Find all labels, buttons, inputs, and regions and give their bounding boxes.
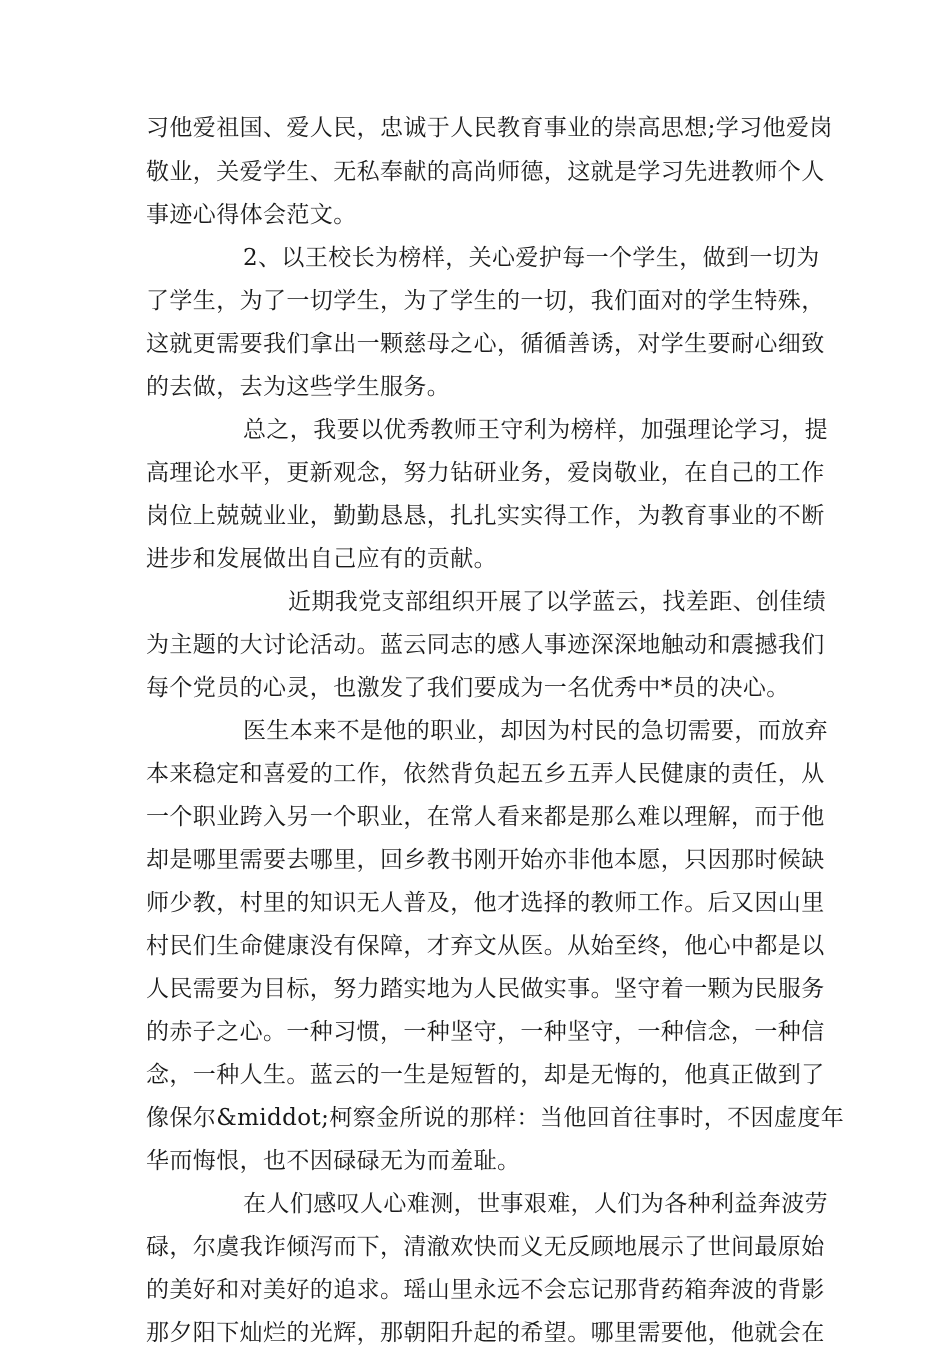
text-line: 本来稳定和喜爱的工作，依然背负起五乡五弄人民健康的责任，从 (146, 761, 825, 787)
text-line: 医生本来不是他的职业，却因为村民的急切需要，而放弃 (243, 718, 828, 744)
text-line: 事迹心得体会范文。 (146, 202, 357, 228)
text-line: 那夕阳下灿烂的光辉，那朝阳升起的希望。哪里需要他，他就会在 (146, 1320, 825, 1346)
text-line: 为主题的大讨论活动。蓝云同志的感人事迹深深地触动和震撼我们 (146, 632, 825, 658)
text-line: 村民们生命健康没有保障，才弃文从医。从始至终，他心中都是以 (146, 933, 825, 959)
text-line: 近期我党支部组织开展了以学蓝云，找差距、创佳绩 (288, 589, 827, 615)
text-line: 每个党员的心灵，也激发了我们要成为一名优秀中*员的决心。 (146, 675, 790, 701)
text-line: 念，一种人生。蓝云的一生是短暂的，却是无悔的，他真正做到了 (146, 1062, 825, 1088)
text-line: 了学生，为了一切学生，为了学生的一切，我们面对的学生特殊， (146, 288, 825, 314)
text-line: 人民需要为目标，努力踏实地为人民做实事。坚守着一颗为民服务 (146, 976, 825, 1002)
text-line: 的美好和对美好的追求。瑶山里永远不会忘记那背药箱奔波的背影 (146, 1277, 825, 1303)
text-line: 华而悔恨，也不因碌碌无为而羞耻。 (146, 1148, 521, 1174)
text-line: 这就更需要我们拿出一颗慈母之心，循循善诱，对学生要耐心细致 (146, 331, 825, 357)
text-line: 师少教，村里的知识无人普及，他才选择的教师工作。后又因山里 (146, 890, 825, 916)
text-line: 在人们感叹人心难测，世事艰难，人们为各种利益奔波劳 (243, 1191, 828, 1217)
text-line: 高理论水平，更新观念，努力钻研业务，爱岗敬业，在自己的工作 (146, 460, 825, 486)
text-line: 像保尔&middot;柯察金所说的那样：当他回首往事时，不因虚度年 (146, 1105, 845, 1131)
text-line: 敬业，关爱学生、无私奉献的高尚师德，这就是学习先进教师个人 (146, 159, 825, 185)
text-line: 碌，尔虞我诈倾泻而下，清澈欢快而义无反顾地展示了世间最原始 (146, 1234, 825, 1260)
text-line: 习他爱祖国、爱人民，忠诚于人民教育事业的崇高思想;学习他爱岗 (146, 115, 833, 141)
text-line: 一个职业跨入另一个职业，在常人看来都是那么难以理解，而于他 (146, 804, 825, 830)
text-line: 总之，我要以优秀教师王守利为榜样，加强理论学习，提 (243, 417, 828, 443)
text-line: 2、以王校长为榜样，关心爱护每一个学生，做到一切为 (243, 245, 820, 271)
text-line: 的赤子之心。一种习惯，一种坚守，一种坚守，一种信念，一种信 (146, 1019, 825, 1045)
text-line: 进步和发展做出自己应有的贡献。 (146, 546, 497, 572)
text-line: 却是哪里需要去哪里，回乡教书刚开始亦非他本愿，只因那时候缺 (146, 847, 825, 873)
text-line: 岗位上兢兢业业，勤勤恳恳，扎扎实实得工作，为教育事业的不断 (146, 503, 825, 529)
text-line: 的去做，去为这些学生服务。 (146, 374, 451, 400)
